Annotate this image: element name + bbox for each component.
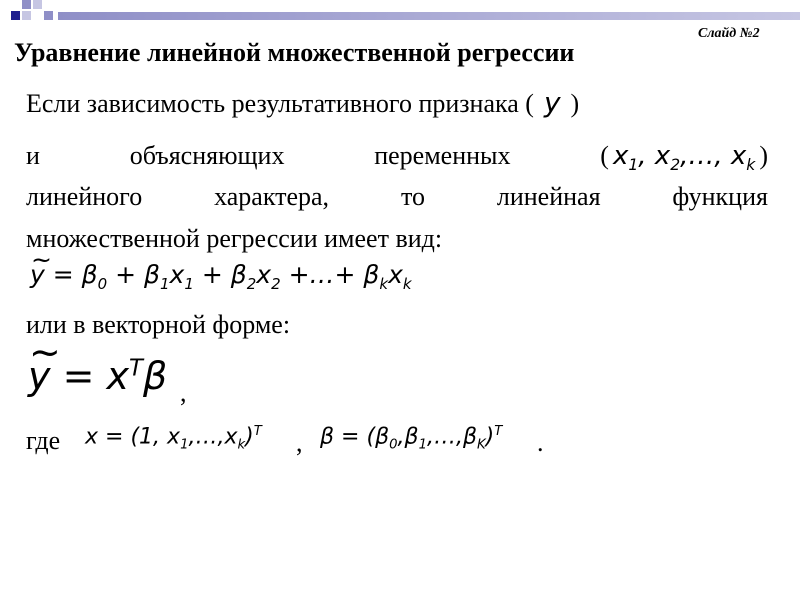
line3-word3: то xyxy=(400,182,425,211)
text-line-3 xyxy=(26,182,768,212)
text-line-4: множественной регрессии имеет вид: xyxy=(26,224,443,253)
line3-word2: характера, xyxy=(214,182,330,211)
comma-where: , xyxy=(296,428,303,457)
deco-band xyxy=(58,12,800,20)
deco-square-light-2 xyxy=(33,0,42,9)
line3-word1: линейного xyxy=(26,182,143,211)
paren-open-2: ( xyxy=(600,141,609,170)
deco-square-mid xyxy=(22,0,31,9)
comma-after-vector: , xyxy=(180,378,187,407)
vector-form-formula: ~ $y = x^T\beta$ xyxy=(28,357,167,395)
line2-word1: и xyxy=(26,141,40,170)
regression-formula: ~ $y = \beta_0 + \beta_1x_1 + \beta_2x_2$ +…+ $\beta_kx_k$ xyxy=(30,262,412,292)
line1-prefix: Если зависимость результативного признака ( xyxy=(26,89,534,118)
text-line-1 xyxy=(26,86,579,119)
line2-word3: переменных xyxy=(374,141,511,170)
slide-title: Уравнение линейной множественной регрессии xyxy=(14,38,575,67)
deco-square-dark xyxy=(11,11,20,20)
deco-square-mid-2 xyxy=(44,11,53,20)
line2-word2: объясняющих xyxy=(129,141,285,170)
beta-vector-formula: $\beta = (\beta_0,\beta_1,\dots,\beta_K)^T$ xyxy=(320,424,503,453)
explanatory-variables-list xyxy=(600,141,768,174)
x-vector-formula: x = (1, $x_1,\dots,x_k)^T$ xyxy=(85,424,262,453)
deco-square-white xyxy=(0,0,9,9)
line3-word5: функция xyxy=(672,182,768,211)
x-list-formula: $x_1$, $x_2,\dots$, $x_k$ xyxy=(612,141,756,175)
deco-square-light xyxy=(22,11,31,20)
slide-number: Слайд №2 xyxy=(698,26,760,41)
text-line-2 xyxy=(26,141,768,174)
final-period: . xyxy=(537,428,544,457)
line3-word4: линейная xyxy=(496,182,601,211)
paren-close-2: ) xyxy=(759,141,768,170)
paren-close-1: ) xyxy=(570,89,580,118)
y-variable: y xyxy=(543,86,561,119)
where-label: где xyxy=(26,426,61,455)
text-line-5: или в векторной форме: xyxy=(26,310,291,339)
